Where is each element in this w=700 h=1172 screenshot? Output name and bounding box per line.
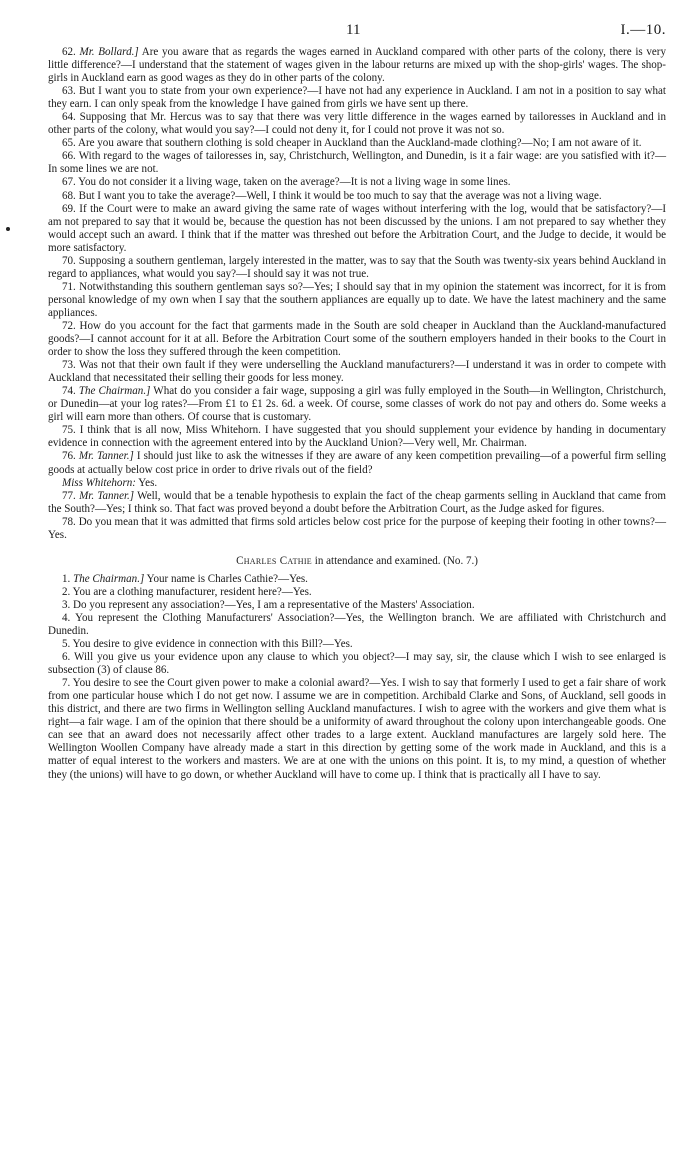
speaker-name: Mr. Bollard.] — [79, 46, 139, 58]
witness-answer — [48, 477, 666, 490]
paragraph-text: But I want you to take the average?—Well, I think it would be too much to say that the average was not a living wage. — [75, 189, 602, 202]
paragraph-text: You are a clothing manufacturer, resident here?—Yes. — [70, 585, 312, 598]
paragraph-text: With regard to the wages of tailoresses in, say, Christchurch, Wellington, and Dunedin, is it a fair wage: are you satisfied with it?—In some lines we are not. — [48, 150, 666, 176]
question-paragraph — [48, 111, 666, 137]
question-number: 72. — [62, 319, 76, 332]
question-paragraph — [48, 450, 666, 476]
question-paragraph — [48, 203, 666, 255]
question-number: 7. — [62, 677, 71, 690]
question-paragraph — [48, 651, 666, 677]
paragraph-text: Was not that their own fault if they were underselling the Auckland manufacturers?—I understand it was in order to compete with Auckland that necessitated their selling their goods for less money. — [48, 359, 666, 385]
paragraph-text: Well, would that be a tenable hypothesis to explain the fact of the cheap garments selling in Auckland that came from the South?—Yes; I think so. That fact was proved beyond a doubt before the Arbitration Court, as the Judge asked for figures. — [48, 489, 667, 515]
question-paragraph — [48, 677, 666, 781]
speaker-name: Mr. Tanner.] — [79, 489, 135, 502]
paragraph-text: How do you account for the fact that garments made in the South are sold cheaper in Auckland than the Auckland-manufactured goods?—I cannot account for it at all. Before the Arbitration Court some of the southern employers handed in their books to the Court in order to show the loss they suffered through the keen competition. — [48, 319, 666, 359]
paragraph-text: I think that is all now, Miss Whitehorn. I have suggested that you should supplement your evidence by handing in documentary evidence in connection with the agreement entered into by the Auckland Union?—Very well, Mr. Chairman. — [48, 424, 666, 450]
question-number: 78. — [62, 515, 76, 528]
paragraph-text: Do you represent any association?—Yes, I am a representative of the Masters' Association. — [70, 598, 475, 611]
testimony-block-2 — [48, 573, 666, 782]
question-paragraph — [48, 190, 666, 203]
question-number: 66. — [62, 150, 76, 163]
question-number: 73. — [62, 359, 76, 372]
question-number: 65. — [62, 137, 76, 150]
question-paragraph — [48, 612, 666, 638]
question-paragraph — [48, 85, 666, 111]
paragraph-text: Yes. — [135, 476, 158, 489]
paragraph-text: You desire to give evidence in connection with this Bill?—Yes. — [70, 638, 353, 651]
paragraph-text: Are you aware that as regards the wages earned in Auckland compared with other parts of the colony, there is very little difference?—I understand that the statement of wages given in the labour returns are mixed up with the shop-girls' wages. The shop-girls in Auckland earn as good wages as they do in other parts of the colony. — [48, 46, 666, 85]
question-number: 76. — [62, 450, 76, 463]
question-paragraph — [48, 281, 666, 320]
section-heading — [48, 555, 666, 568]
paragraph-text: Notwithstanding this southern gentleman says so?—Yes; I should say that in my opinion the statement was incorrect, for it is from personal knowledge of my own when I say that the southern appliances are equally up to date. We have the latest machinery and the same appliances. — [48, 280, 666, 319]
question-paragraph — [48, 586, 666, 599]
paragraph-text: What do you consider a fair wage, supposing a girl was fully employed in the South—in Wellington, Christchurch, or Dunedin—at your log rates?—From £1 to £1 2s. 6d. a week. Of course, some classes of work do not pay and others do. Some weeks a girl will earn more than others. Of course that is customary. — [48, 385, 667, 424]
question-number: 4. — [62, 611, 71, 624]
question-paragraph — [48, 424, 666, 450]
testimony-block-1 — [48, 46, 666, 542]
speaker-name: Miss Whitehorn: — [62, 476, 136, 489]
question-number: 71. — [62, 280, 76, 293]
paragraph-text: Do you mean that it was admitted that firms sold articles below cost price for the purpose of keeping their footing in other towns?—Yes. — [48, 515, 666, 541]
question-number: 5. — [62, 638, 71, 651]
paragraph-text: I should just like to ask the witnesses if they are aware of any keen competition prevailing—of a powerful firm selling goods at actually below cost price in order to drive rivals out of the field? — [48, 450, 666, 476]
question-number: 6. — [62, 651, 71, 664]
page-number: 11 — [346, 22, 361, 38]
paragraph-text: Your name is Charles Cathie?—Yes. — [144, 572, 308, 585]
question-number: 74. — [62, 385, 76, 398]
document-body — [48, 46, 666, 782]
question-paragraph — [48, 320, 666, 359]
question-paragraph — [48, 255, 666, 281]
question-paragraph — [48, 638, 666, 651]
question-number: 77. — [62, 489, 76, 502]
question-paragraph — [48, 137, 666, 150]
question-number: 3. — [62, 598, 71, 611]
question-paragraph — [48, 490, 666, 516]
question-paragraph — [48, 46, 666, 85]
question-paragraph — [48, 573, 666, 586]
question-paragraph — [48, 359, 666, 385]
speaker-name: The Chairman.] — [78, 385, 151, 398]
paragraph-text: Are you aware that southern clothing is sold cheaper in Auckland than the Auckland-made clothing?—No; I am not aware of it. — [75, 137, 642, 150]
speaker-name: Mr. Tanner.] — [78, 450, 134, 463]
question-number: 64. — [62, 111, 76, 124]
section-heading-rest: in attendance and examined. (No. 7.) — [311, 554, 478, 567]
question-paragraph — [48, 176, 666, 189]
speaker-name: The Chairman.] — [73, 572, 145, 585]
question-paragraph — [48, 385, 666, 424]
question-number: 2. — [62, 585, 71, 598]
question-paragraph — [48, 516, 666, 542]
question-number: 69. — [62, 202, 76, 215]
paragraph-text: Supposing that Mr. Hercus was to say that there was very little difference in the wages earned by tailoresses in Auckland and in other parts of the colony, what would you say?—I could not deny it, for I could not prove it was not so. — [48, 111, 666, 137]
paragraph-text: You do not consider it a living wage, taken on the average?—It is not a living wage in some lines. — [75, 176, 511, 189]
page-header — [48, 22, 666, 46]
question-number: 75. — [62, 424, 76, 437]
paragraph-text: Will you give us your evidence upon any clause to which you object?—I may say, sir, the clause which I wish to see enlarged is subsection (3) of clause 86. — [48, 651, 666, 677]
question-number: 68. — [62, 189, 76, 202]
question-number: 62. — [62, 46, 76, 58]
question-number: 63. — [62, 85, 76, 98]
paragraph-text: But I want you to state from your own experience?—I have not had any experience in Auckland. I am not in a position to say what they earn. I can only speak from the knowledge I have gained from girls we have sent up there. — [48, 85, 666, 111]
witness-name: Charles Cathie — [236, 554, 312, 567]
question-number: 67. — [62, 176, 76, 189]
paragraph-text: Supposing a southern gentleman, largely interested in the matter, was to say that the South was twenty-six years behind Auckland in regard to appliances, what would you say?—I should say it was not true. — [48, 254, 666, 280]
paragraph-text: You desire to see the Court given power to make a colonial award?—Yes. I wish to say that formerly I used to get a fair share of work from one particular house which I do not get now. I assume we are in competition. Archibald Clarke and Sons, of Auckland, sell goods in this district, and there are two firms in Wellington selling Auckland manufactures. I wish to agree with the workers and give them what is right—a fair wage. I am of the opinion that there should be a uniformity of award throughout the colony upon interchangeable goods. One can see that an award does not necessarily affect other trades to a large extent. Auckland manufactures are largely sold here. The Wellington Woollen Company have already made a start in this direction by getting some of the work made in Auckland, and this is a matter of equal interest to the workers and masters. We are at one with the unions on this point. It is, to my mind, a question of whether they (the unions) will have to go down, or whether Auckland will have to come up. I think that is practically all I have to say. — [48, 677, 666, 781]
question-paragraph — [48, 150, 666, 176]
question-paragraph — [48, 599, 666, 612]
document-reference: I.—10. — [620, 22, 666, 38]
margin-mark — [6, 227, 10, 231]
paragraph-text: You represent the Clothing Manufacturers' Association?—Yes, the Wellington branch. We are affiliated with Christchurch and Dunedin. — [48, 611, 666, 638]
question-number: 70. — [62, 254, 76, 267]
paragraph-text: If the Court were to make an award giving the same rate of wages without interfering with the log, would that be satisfactory?—I am not prepared to say that it would be, because the question has not been discussed by the unions. I am not prepared to say whether they would accept such an award. I think that if the matter was threshed out before the Arbitration Court, and the Judge to decide, it would be more satisfactory. — [48, 202, 666, 254]
question-number: 1. — [62, 572, 71, 585]
